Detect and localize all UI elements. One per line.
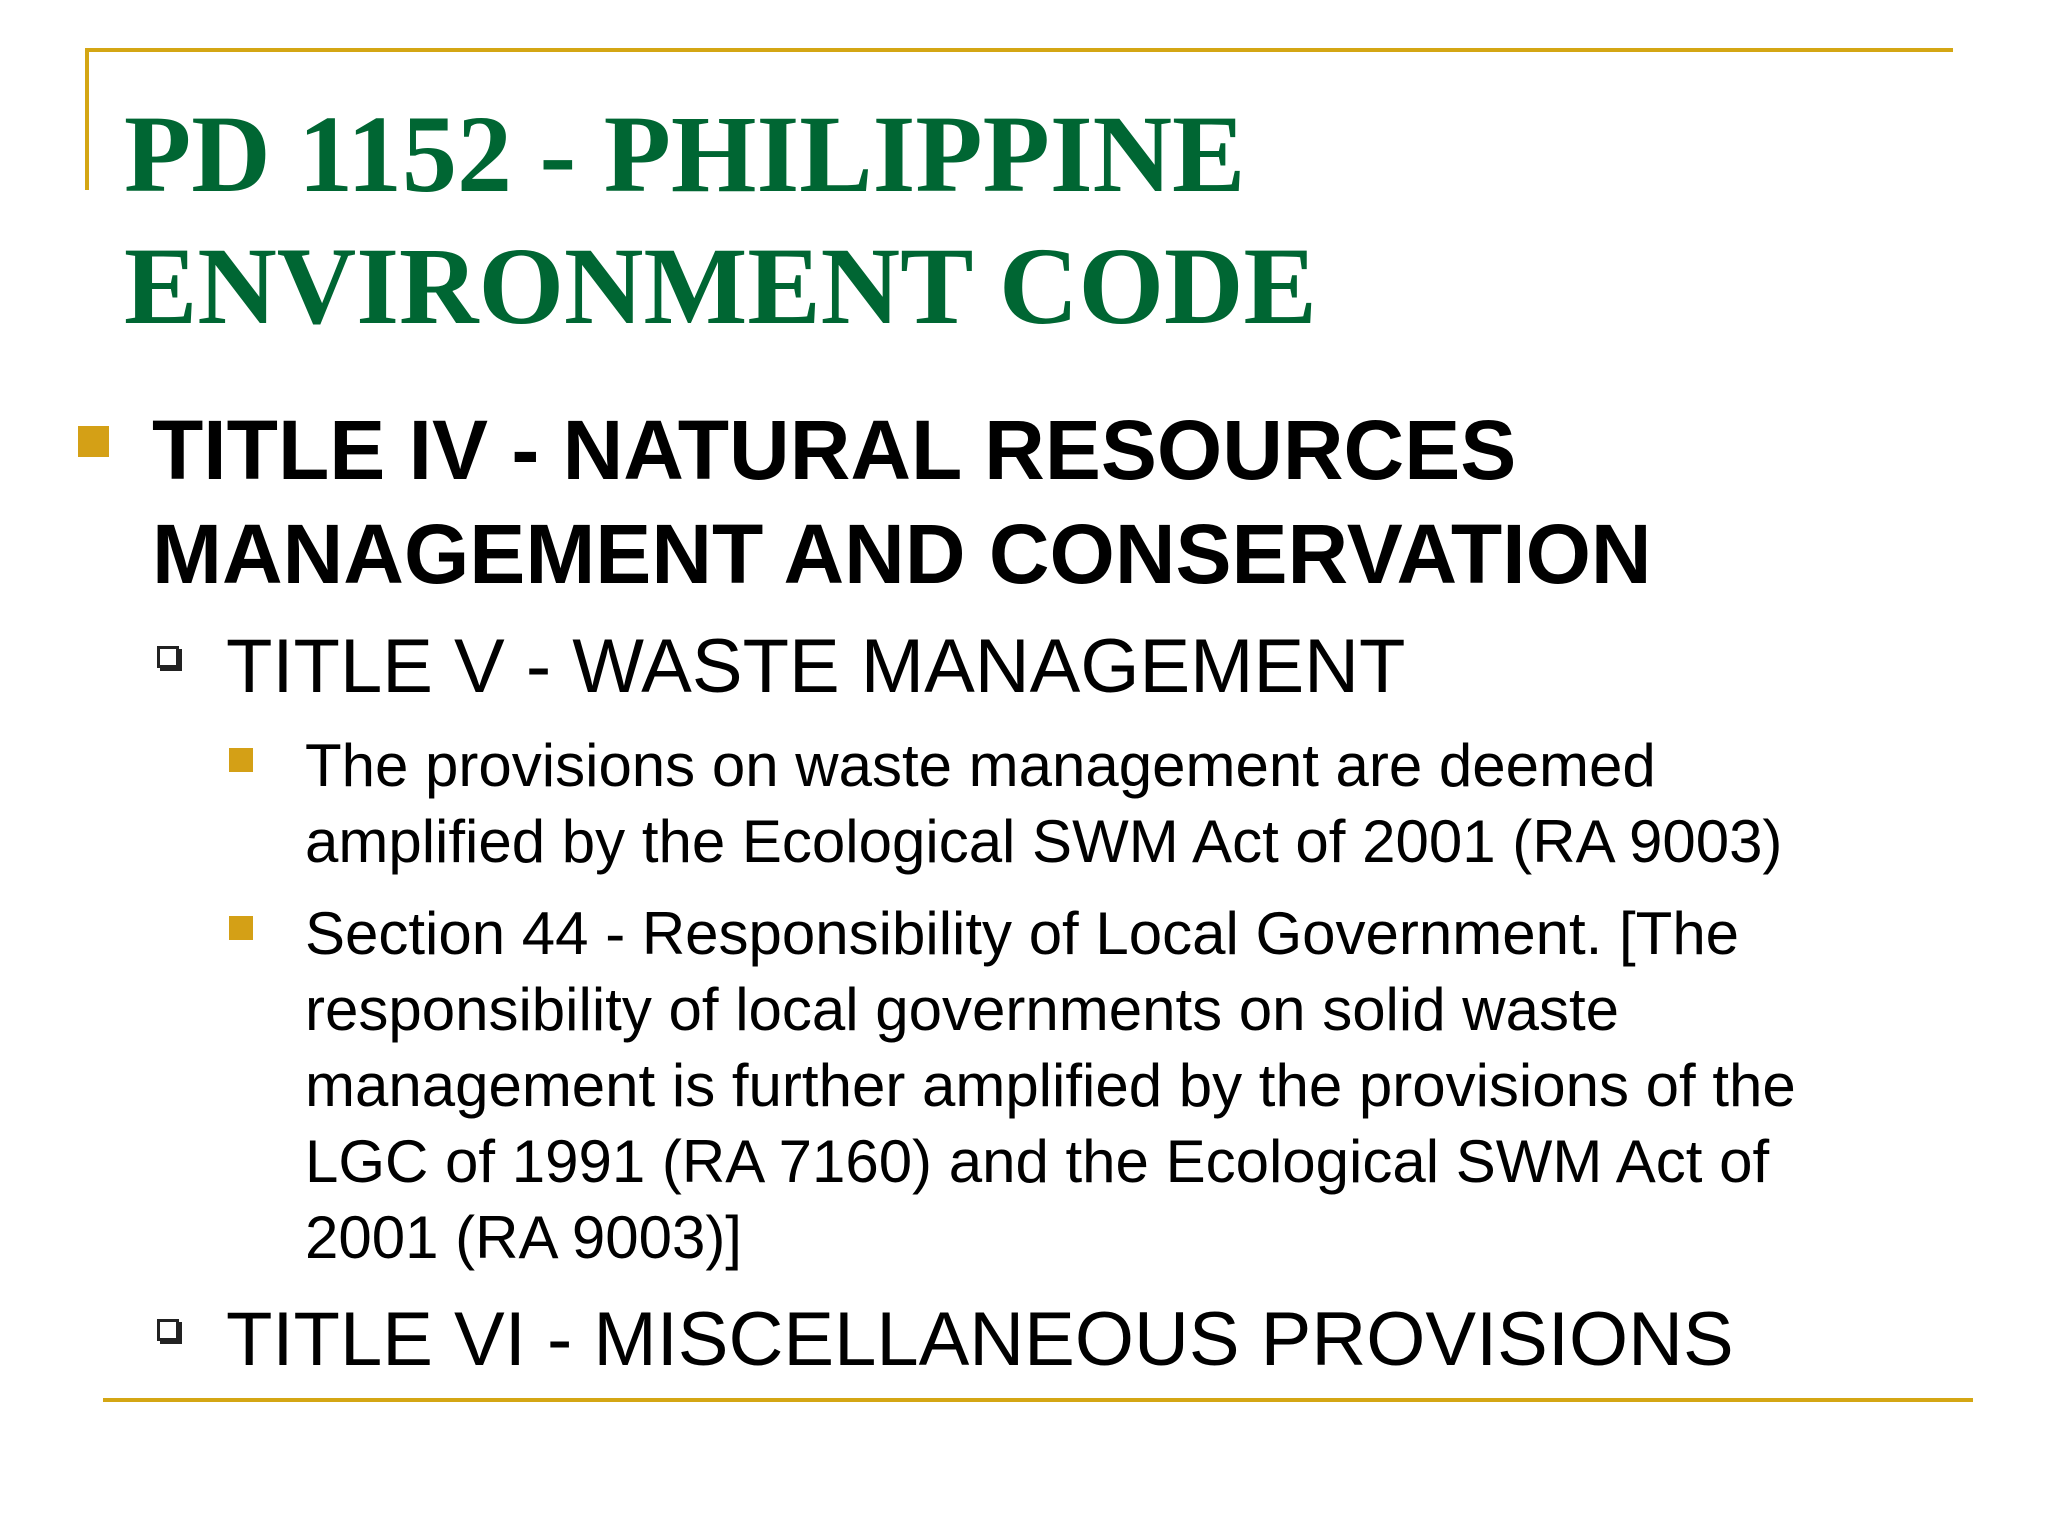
top-border-rule [85, 48, 1953, 52]
gold-square-icon [78, 426, 109, 457]
gold-square-icon [229, 748, 253, 772]
hollow-square-icon [157, 1319, 179, 1341]
bullet-title-vi: TITLE VI - MISCELLANEOUS PROVISIONS [226, 1297, 1734, 1382]
bullet-title-iv-line-1: TITLE IV - NATURAL RESOURCES [152, 403, 1517, 497]
bullet-title-iv [152, 398, 1952, 606]
bullet-title-iv-line-2: MANAGEMENT AND CONSERVATION [152, 507, 1652, 601]
left-border-rule [85, 48, 89, 190]
slide-title-line-1: PD 1152 - PHILIPPINE [124, 93, 1246, 215]
bullet-section-44-line-5: 2001 (RA 9003)] [305, 1204, 742, 1271]
bullet-waste-provisions-line-2: amplified by the Ecological SWM Act of 2001 (RA 9003) [305, 808, 1783, 875]
bullet-title-v: TITLE V - WASTE MANAGEMENT [226, 624, 1406, 709]
bullet-waste-provisions-line-1: The provisions on waste management are deemed [305, 732, 1656, 799]
bullet-section-44 [305, 896, 1965, 1276]
bullet-section-44-line-3: management is further amplified by the provisions of the [305, 1052, 1796, 1119]
slide-title [124, 88, 1824, 352]
bullet-section-44-line-1: Section 44 - Responsibility of Local Government. [The [305, 900, 1740, 967]
slide-title-line-2: ENVIRONMENT CODE [124, 225, 1317, 347]
bullet-section-44-line-2: responsibility of local governments on solid waste [305, 976, 1619, 1043]
gold-square-icon [229, 916, 253, 940]
bullet-waste-provisions [305, 728, 1965, 880]
bottom-border-rule [103, 1398, 1973, 1402]
bullet-section-44-line-4: LGC of 1991 (RA 7160) and the Ecological SWM Act of [305, 1128, 1770, 1195]
hollow-square-icon [157, 646, 179, 668]
